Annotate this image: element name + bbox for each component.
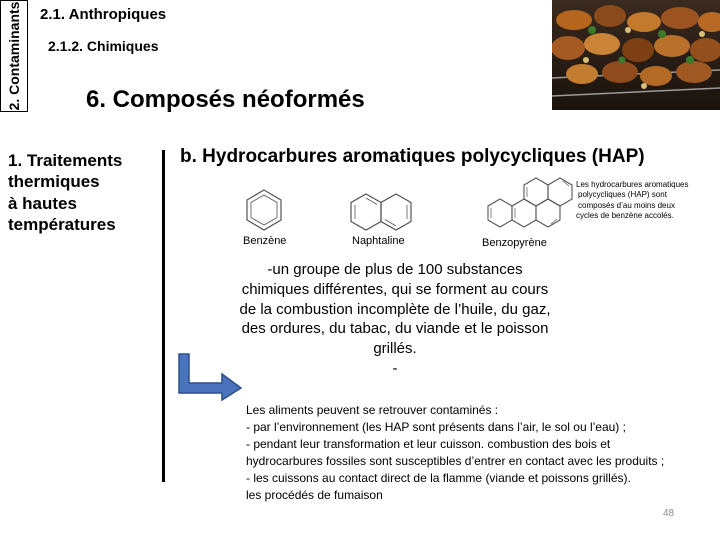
note-line: cycles de benzène accolés. bbox=[576, 211, 674, 221]
bullet-line: - les cuissons au contact direct de la flamme (viande et poissons grillés). bbox=[246, 471, 631, 486]
arrow-right-icon bbox=[176, 352, 244, 402]
left-title-line: 1. Traitements bbox=[8, 151, 123, 170]
section-title: b. Hydrocarbures aromatiques polycycliques (HAP) bbox=[180, 146, 645, 167]
section-side-label: 2. Contaminants bbox=[6, 1, 22, 111]
paragraph-line: grillés. bbox=[373, 340, 417, 358]
bullet-line: les procédés de fumaison bbox=[246, 488, 383, 503]
bullet-line: - pendant leur transformation et leur cuisson. combustion des bois et bbox=[246, 437, 611, 452]
left-title bbox=[8, 150, 158, 235]
heading-composes-neoformes: 6. Composés néoformés bbox=[86, 86, 365, 113]
benzopyrene-structure bbox=[476, 176, 576, 236]
paragraph-line: chimiques différentes, qui se forment au cours bbox=[241, 280, 549, 298]
heading-chimiques: 2.1.2. Chimiques bbox=[48, 38, 159, 54]
hap-description-paragraph bbox=[222, 260, 568, 379]
naphthalene-structure bbox=[350, 192, 414, 234]
vertical-divider bbox=[162, 150, 165, 482]
heading-anthropiques: 2.1. Anthropiques bbox=[40, 6, 167, 23]
bullet-line: hydrocarbures fossiles sont susceptibles d’entrer en contact avec les produits ; bbox=[246, 454, 665, 469]
paragraph-line: -un groupe de plus de 100 substances bbox=[267, 261, 523, 278]
left-title-line: à hautes bbox=[8, 193, 77, 213]
left-title-line: températures bbox=[8, 214, 116, 234]
benzene-label: Benzène bbox=[243, 235, 287, 247]
benzopyrene-label: Benzopyrène bbox=[482, 237, 547, 249]
contamination-sources-text bbox=[246, 402, 716, 504]
bullet-line: - par l’environnement (les HAP sont présents dans l’air, le sol ou l’eau) ; bbox=[246, 420, 626, 435]
benzene-structure bbox=[244, 188, 284, 232]
hap-definition-note bbox=[576, 180, 716, 222]
bullet-line: Les aliments peuvent se retrouver contaminés : bbox=[246, 403, 499, 417]
paragraph-line: des ordures, du tabac, du viande et le poisson bbox=[241, 320, 549, 338]
page-number: 48 bbox=[663, 508, 675, 519]
note-line: polycycliques (HAP) sont bbox=[578, 190, 667, 200]
grilled-skewers-photo bbox=[552, 0, 720, 110]
note-line: composés d’au moins deux bbox=[578, 200, 675, 210]
paragraph-line: de la combustion incomplète de l’huile, du gaz, bbox=[239, 300, 551, 318]
paragraph-line: - bbox=[392, 359, 398, 377]
note-line: Les hydrocarbures aromatiques bbox=[576, 180, 689, 189]
naphthalene-label: Naphtaline bbox=[352, 235, 405, 247]
left-title-line: thermiques bbox=[8, 172, 100, 192]
